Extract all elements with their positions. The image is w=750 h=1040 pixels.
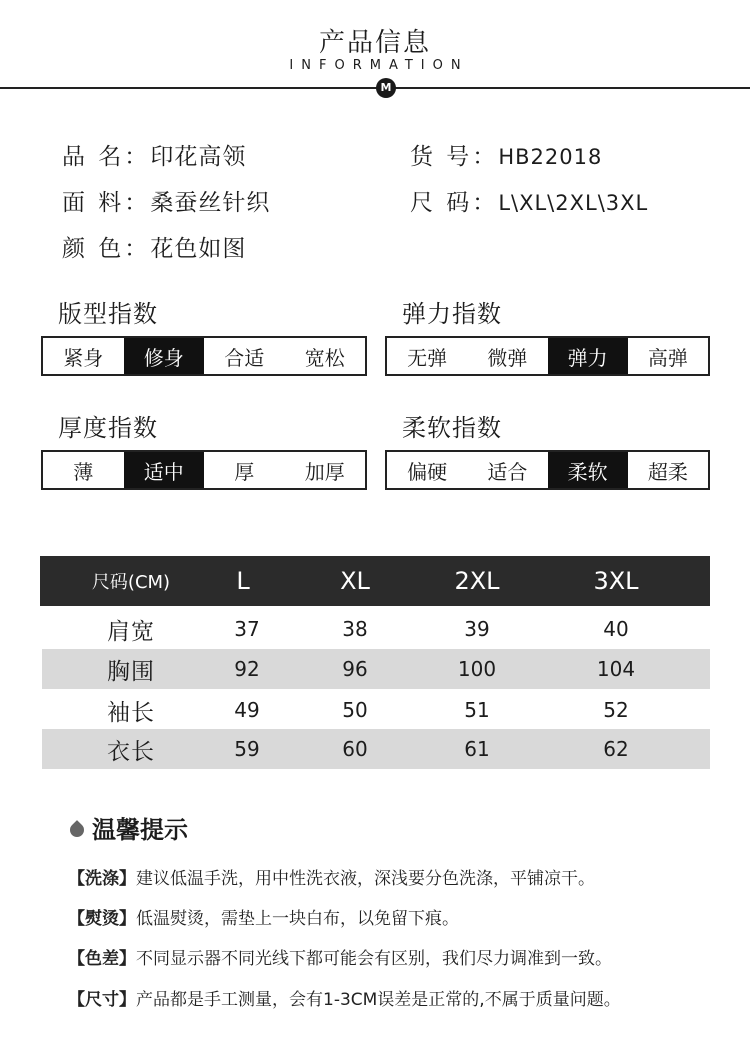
elasticity-option-slight: 微弹 (487, 345, 528, 370)
table-cell: 62 (603, 737, 629, 761)
row-label-chest: 胸围 (107, 658, 155, 685)
fit-option-slim: 修身 (124, 338, 205, 374)
fit-option-tight: 紧身 (63, 345, 104, 370)
tip-tag: 【洗涤】 (68, 869, 136, 889)
fit-index-title: 版型指数 (58, 300, 158, 328)
table-cell: 60 (342, 737, 368, 761)
fit-option-regular: 合适 (224, 345, 265, 370)
tips-heading (70, 810, 188, 845)
thickness-option-extra-thick: 加厚 (304, 459, 345, 484)
softness-option-super-soft: 超柔 (647, 459, 688, 484)
row-label-sleeve: 袖长 (107, 699, 155, 726)
table-row (42, 729, 710, 769)
product-code-value: HB22018 (498, 145, 603, 169)
product-size-value: L\XL\2XL\3XL (498, 191, 649, 215)
tip-color-difference (68, 944, 612, 969)
product-code-label: 货 号： (410, 144, 499, 170)
table-cell: 52 (603, 698, 629, 722)
product-code (410, 138, 602, 171)
thickness-option-medium: 适中 (124, 452, 205, 488)
size-header-xl: XL (340, 567, 370, 595)
tip-text: 建议低温手洗，用中性洗衣液，深浅要分色洗涤，平铺凉干。 (136, 869, 595, 889)
elasticity-option-high: 高弹 (647, 345, 688, 370)
size-badge: M (376, 78, 396, 98)
page-title: 产品信息 (318, 28, 431, 58)
table-cell: 50 (342, 698, 368, 722)
drop-icon (67, 820, 87, 840)
thickness-index-title: 厚度指数 (58, 414, 158, 442)
table-cell: 61 (464, 737, 490, 761)
thickness-option-thick: 厚 (234, 459, 255, 484)
product-fabric-label: 面 料： (62, 190, 151, 216)
tip-tag: 【尺寸】 (68, 990, 136, 1010)
softness-index-title: 柔软指数 (402, 414, 502, 442)
softness-option-moderate: 适合 (487, 459, 528, 484)
product-name-label: 品 名： (62, 144, 151, 170)
table-cell: 92 (234, 657, 260, 681)
product-name-value: 印花高领 (150, 144, 247, 170)
elasticity-index-title: 弹力指数 (402, 300, 502, 328)
fit-index-scale (41, 336, 367, 376)
header-divider (0, 87, 750, 89)
product-color-label: 颜 色： (62, 236, 151, 262)
table-cell: 96 (342, 657, 368, 681)
page-subtitle: INFORMATION (289, 58, 469, 73)
product-color-value: 花色如图 (150, 236, 247, 262)
tip-ironing (68, 904, 459, 929)
softness-option-soft: 柔软 (548, 452, 628, 488)
product-size (410, 184, 648, 217)
tip-washing (68, 864, 595, 889)
thickness-index-scale (41, 450, 367, 490)
tip-size (68, 985, 621, 1010)
table-cell: 51 (464, 698, 490, 722)
elasticity-option-elastic: 弹力 (548, 338, 628, 374)
tip-text: 不同显示器不同光线下都可能会有区别，我们尽力调准到一致。 (136, 949, 612, 969)
product-color (62, 230, 246, 263)
product-fabric (62, 184, 270, 217)
tip-tag: 【熨烫】 (68, 909, 136, 929)
softness-option-hard: 偏硬 (407, 459, 448, 484)
tip-tag: 【色差】 (68, 949, 136, 969)
size-header-3xl: 3XL (593, 567, 639, 595)
table-row (42, 609, 710, 649)
table-cell: 49 (234, 698, 260, 722)
table-cell: 100 (457, 657, 497, 681)
table-row (42, 649, 710, 689)
table-cell: 104 (596, 657, 636, 681)
row-label-length: 衣长 (107, 738, 155, 765)
table-cell: 37 (234, 617, 260, 641)
table-cell: 40 (603, 617, 629, 641)
product-fabric-value: 桑蚕丝针织 (150, 190, 271, 216)
row-label-shoulder: 肩宽 (107, 618, 155, 645)
size-header-2xl: 2XL (454, 567, 500, 595)
product-name (62, 138, 246, 171)
table-cell: 59 (234, 737, 260, 761)
size-header-l: L (236, 567, 250, 595)
size-table-header (40, 556, 710, 606)
product-size-label: 尺 码： (410, 190, 499, 216)
softness-index-scale (385, 450, 710, 490)
thickness-option-thin: 薄 (73, 459, 94, 484)
size-header-unit: 尺码(CM) (91, 572, 171, 593)
elasticity-option-none: 无弹 (407, 345, 448, 370)
table-row (42, 690, 710, 730)
table-cell: 38 (342, 617, 368, 641)
tips-title: 温馨提示 (92, 816, 188, 844)
elasticity-index-scale (385, 336, 710, 376)
table-cell: 39 (464, 617, 490, 641)
tip-text: 产品都是手工测量，会有1-3CM误差是正常的,不属于质量问题。 (136, 990, 621, 1010)
tip-text: 低温熨烫，需垫上一块白布，以免留下痕。 (136, 909, 459, 929)
fit-option-loose: 宽松 (304, 345, 345, 370)
